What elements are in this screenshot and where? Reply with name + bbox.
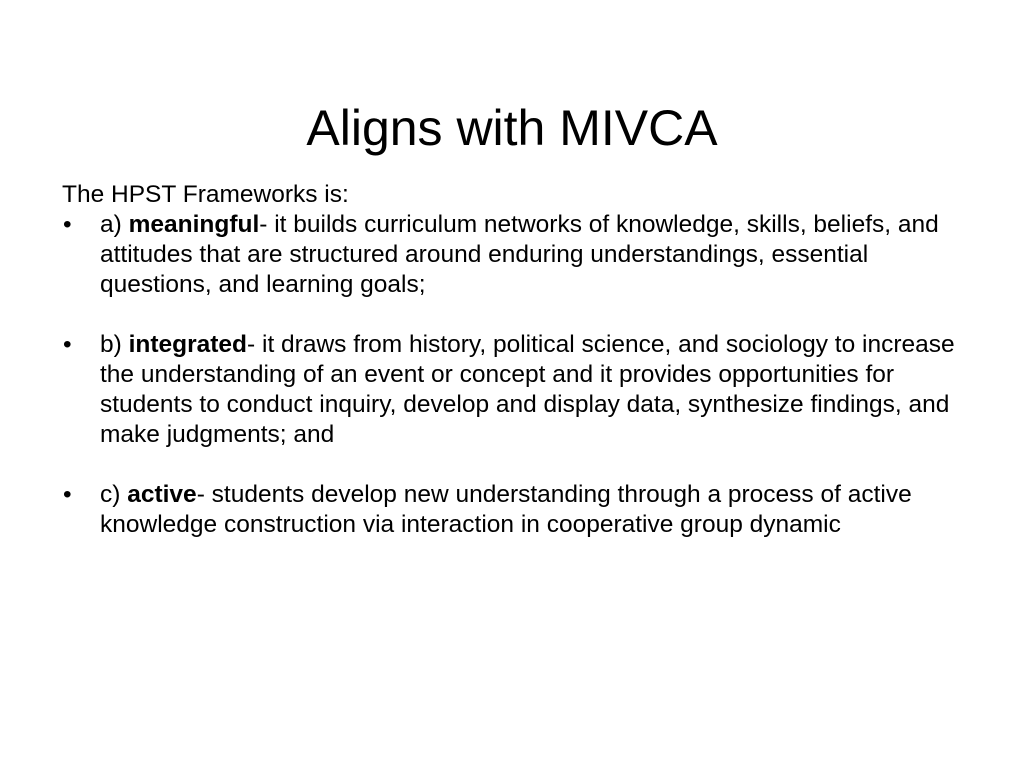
bullet-prefix: a)	[100, 211, 129, 238]
bullet-term: integrated	[128, 331, 248, 358]
slide-body	[62, 180, 972, 540]
bullet-term: active	[127, 481, 197, 508]
bullet-list	[62, 210, 972, 540]
bullet-item-meaningful	[62, 210, 972, 300]
bullet-icon: •	[63, 331, 72, 358]
bullet-item-active	[62, 480, 972, 540]
bullet-text: - it builds curriculum networks of knowledge, skills, beliefs, and attitudes that are structured around enduring understandings, essential questions, and learning goals;	[100, 211, 939, 298]
intro-text: The HPST Frameworks is:	[62, 181, 349, 208]
bullet-text: - it draws from history, political science, and sociology to increase the understanding of an event or concept and it provides opportunities for students to conduct inquiry, develop and display data, synthesize findings, and make judgments; and	[100, 331, 955, 448]
bullet-prefix: c)	[100, 481, 128, 508]
slide-title: Aligns with MIVCA	[306, 99, 718, 156]
bullet-text: - students develop new understanding through a process of active knowledge construction via interaction in cooperative group dynamic	[100, 481, 912, 538]
bullet-term: meaningful	[128, 211, 260, 238]
bullet-icon: •	[63, 211, 72, 238]
bullet-icon: •	[63, 481, 72, 508]
bullet-item-integrated	[62, 330, 972, 450]
bullet-prefix: b)	[100, 331, 129, 358]
